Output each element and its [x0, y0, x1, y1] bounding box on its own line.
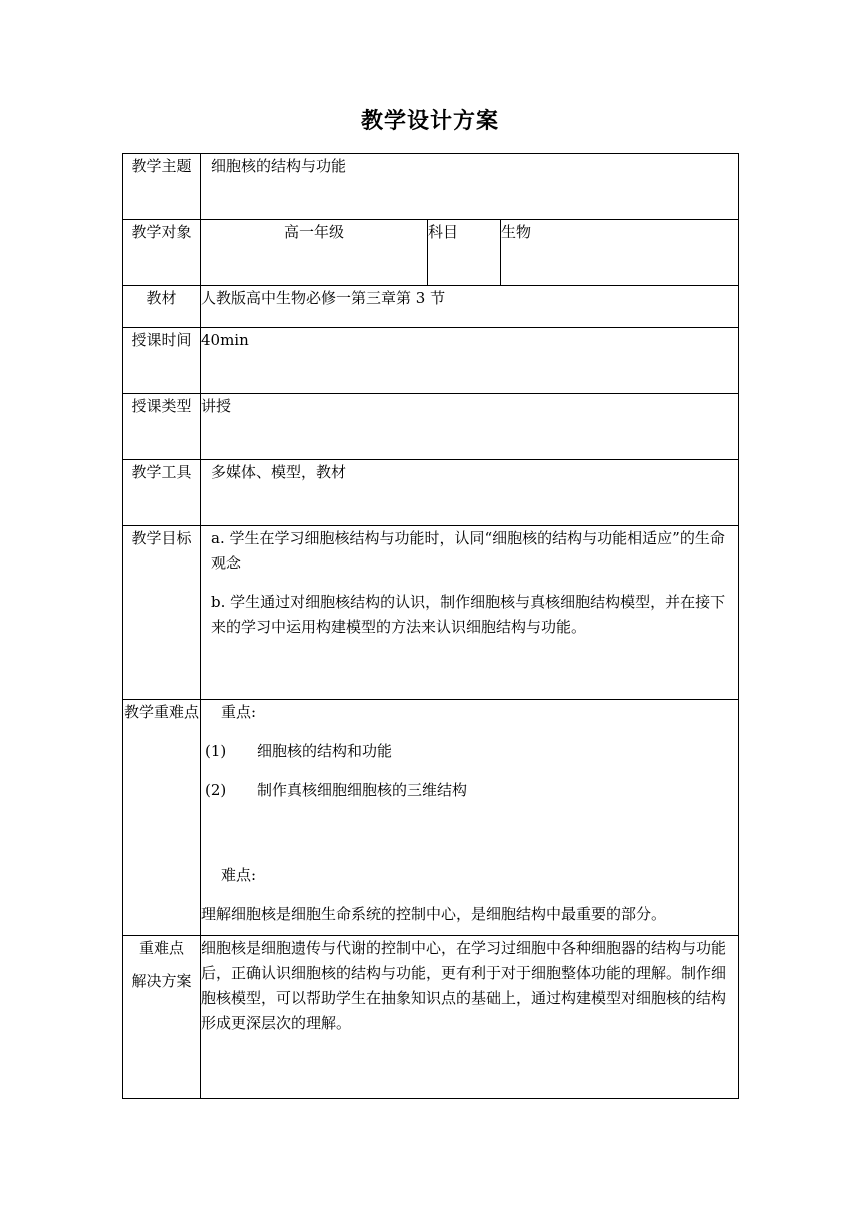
topic-label: 教学主题	[123, 154, 201, 220]
tools-label: 教学工具	[123, 460, 201, 526]
row-tools	[123, 460, 739, 526]
row-key-points	[123, 700, 739, 936]
tools-value: 多媒体、模型，教材	[201, 460, 739, 526]
row-topic	[123, 154, 739, 220]
subject-value: 生物	[501, 220, 739, 286]
type-value: 讲授	[201, 394, 739, 460]
key-points-cell	[201, 700, 739, 936]
textbook-value: 人教版高中生物必修一第三章第 3 节	[201, 286, 739, 328]
key-item	[201, 778, 738, 803]
duration-value: 40min	[201, 328, 739, 394]
key-item	[201, 739, 738, 764]
page-title: 教学设计方案	[360, 109, 499, 134]
row-type	[123, 394, 739, 460]
goals-label: 教学目标	[123, 526, 201, 700]
goal-item-a: a. 学生在学习细胞核结构与功能时，认同“细胞核的结构与功能相适应”的生命观念	[211, 529, 725, 572]
difficult-heading: 难点:	[221, 866, 257, 884]
topic-value: 细胞核的结构与功能	[201, 154, 739, 220]
audience-value: 高一年级	[201, 220, 428, 286]
key-points-label: 教学重难点	[123, 700, 201, 936]
row-duration	[123, 328, 739, 394]
subject-label: 科目	[428, 220, 501, 286]
difficult-text: 理解细胞核是细胞生命系统的控制中心，是细胞结构中最重要的部分。	[201, 905, 667, 923]
row-solution	[123, 936, 739, 1099]
row-textbook	[123, 286, 739, 328]
key-item-number: (1)	[205, 742, 227, 760]
key-item-text: 细胞核的结构和功能	[257, 742, 393, 760]
goal-item-b: b. 学生通过对细胞核结构的认识，制作细胞核与真核细胞结构模型，并在接下来的学习中运用构建模型的方法来认识细胞结构与功能。	[211, 593, 726, 636]
key-heading: 重点:	[221, 703, 257, 721]
goals-cell	[201, 526, 739, 700]
solution-label	[123, 936, 201, 1099]
solution-value: 细胞核是细胞遗传与代谢的控制中心，在学习过细胞中各种细胞器的结构与功能后，正确认识细胞核的结构与功能，更有利于对于细胞整体功能的理解。制作细胞核模型，可以帮助学生在抽象知识点的基础上，通过构建模型对细胞核的结构形成更深层次的理解。	[201, 936, 739, 1099]
lesson-plan-table	[122, 153, 739, 1099]
type-label: 授课类型	[123, 394, 201, 460]
solution-label-line1: 重难点	[138, 939, 184, 957]
row-goals	[123, 526, 739, 700]
key-item-number: (2)	[205, 781, 227, 799]
solution-label-line2: 解决方案	[131, 972, 192, 990]
row-audience	[123, 220, 739, 286]
textbook-label: 教材	[123, 286, 201, 328]
key-item-text: 制作真核细胞细胞核的三维结构	[257, 781, 468, 799]
audience-label: 教学对象	[123, 220, 201, 286]
duration-label: 授课时间	[123, 328, 201, 394]
